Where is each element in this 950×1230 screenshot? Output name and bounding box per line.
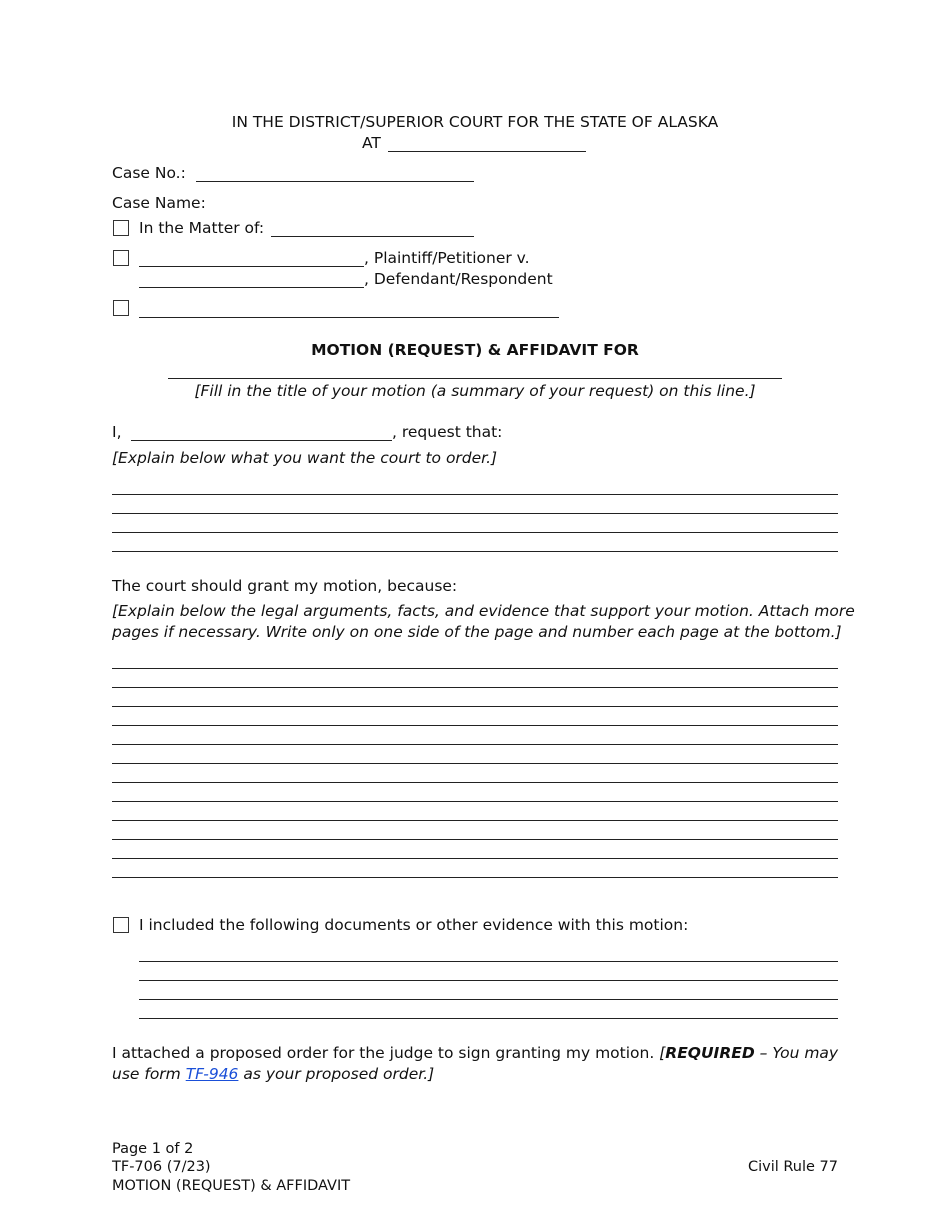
motion-title: MOTION (REQUEST) & AFFIDAVIT FOR bbox=[311, 341, 639, 359]
request-instruction: [Explain below what you want the court to order.] bbox=[112, 449, 498, 467]
case-number-field[interactable] bbox=[196, 181, 474, 182]
matter-label: In the Matter of: bbox=[139, 219, 265, 237]
other-case-name-checkbox[interactable] bbox=[113, 300, 129, 316]
grounds-line[interactable] bbox=[112, 782, 838, 783]
plaintiff-name-field[interactable] bbox=[139, 266, 364, 267]
grounds-instruction-line1: [Explain below the legal arguments, facts, and evidence that support your motion. Attach more bbox=[112, 602, 855, 620]
request-that-label: , request that: bbox=[392, 423, 503, 441]
evidence-line[interactable] bbox=[139, 980, 838, 981]
footer-rule: Civil Rule 77 bbox=[747, 1159, 838, 1175]
evidence-label: I included the following documents or other evidence with this motion: bbox=[139, 916, 689, 934]
request-line[interactable] bbox=[112, 494, 838, 495]
required-label: REQUIRED bbox=[665, 1044, 755, 1062]
grounds-instruction-line2: pages if necessary. Write only on one side of the page and number each page at the bottom.] bbox=[112, 623, 842, 641]
grounds-line[interactable] bbox=[112, 839, 838, 840]
grounds-line[interactable] bbox=[112, 763, 838, 764]
evidence-line[interactable] bbox=[139, 1018, 838, 1019]
grounds-line[interactable] bbox=[112, 858, 838, 859]
grounds-line[interactable] bbox=[112, 668, 838, 669]
footer-page: Page 1 of 2 bbox=[112, 1141, 194, 1157]
grounds-line[interactable] bbox=[112, 877, 838, 878]
request-line[interactable] bbox=[112, 532, 838, 533]
court-location-field[interactable] bbox=[388, 151, 586, 152]
evidence-line[interactable] bbox=[139, 999, 838, 1000]
defendant-name-field[interactable] bbox=[139, 287, 364, 288]
case-name-label: Case Name: bbox=[112, 194, 206, 212]
court-heading: IN THE DISTRICT/SUPERIOR COURT FOR THE STATE OF ALASKA bbox=[231, 113, 719, 131]
grounds-line[interactable] bbox=[112, 706, 838, 707]
proposed-order-line2 bbox=[112, 1065, 434, 1083]
parties-checkbox[interactable] bbox=[113, 250, 129, 266]
motion-title-instruction: [Fill in the title of your motion (a summary of your request) on this line.] bbox=[194, 382, 756, 400]
grounds-line[interactable] bbox=[112, 801, 838, 802]
evidence-checkbox[interactable] bbox=[113, 917, 129, 933]
requester-name-field[interactable] bbox=[131, 440, 392, 441]
other-case-name-field[interactable] bbox=[139, 317, 559, 318]
plaintiff-label: , Plaintiff/Petitioner v. bbox=[364, 249, 530, 267]
requester-label: I, bbox=[112, 423, 122, 441]
footer-form-title: MOTION (REQUEST) & AFFIDAVIT bbox=[112, 1178, 351, 1194]
case-number-label: Case No.: bbox=[112, 164, 186, 182]
footer-form-number: TF-706 (7/23) bbox=[112, 1159, 211, 1175]
matter-name-field[interactable] bbox=[271, 236, 474, 237]
defendant-label: , Defendant/Respondent bbox=[364, 270, 553, 288]
request-line[interactable] bbox=[112, 513, 838, 514]
request-line[interactable] bbox=[112, 551, 838, 552]
proposed-order-line1 bbox=[112, 1044, 838, 1062]
grounds-line[interactable] bbox=[112, 687, 838, 688]
evidence-line[interactable] bbox=[139, 961, 838, 962]
matter-checkbox[interactable] bbox=[113, 220, 129, 236]
grounds-line[interactable] bbox=[112, 725, 838, 726]
proposed-order-note: – You may bbox=[754, 1044, 839, 1062]
proposed-order-text: I attached a proposed order for the judge to sign granting my motion. bbox=[112, 1044, 660, 1062]
grounds-line[interactable] bbox=[112, 820, 838, 821]
proposed-order-end: as your proposed order.] bbox=[238, 1065, 435, 1083]
form-tf946-link[interactable]: TF-946 bbox=[185, 1065, 239, 1083]
motion-title-field[interactable] bbox=[168, 378, 782, 379]
proposed-order-use-form: use form bbox=[112, 1065, 186, 1083]
proposed-order-bracket: [ bbox=[659, 1044, 666, 1062]
court-location-label: AT bbox=[362, 134, 381, 152]
grounds-line[interactable] bbox=[112, 744, 838, 745]
grounds-label: The court should grant my motion, because: bbox=[112, 577, 458, 595]
